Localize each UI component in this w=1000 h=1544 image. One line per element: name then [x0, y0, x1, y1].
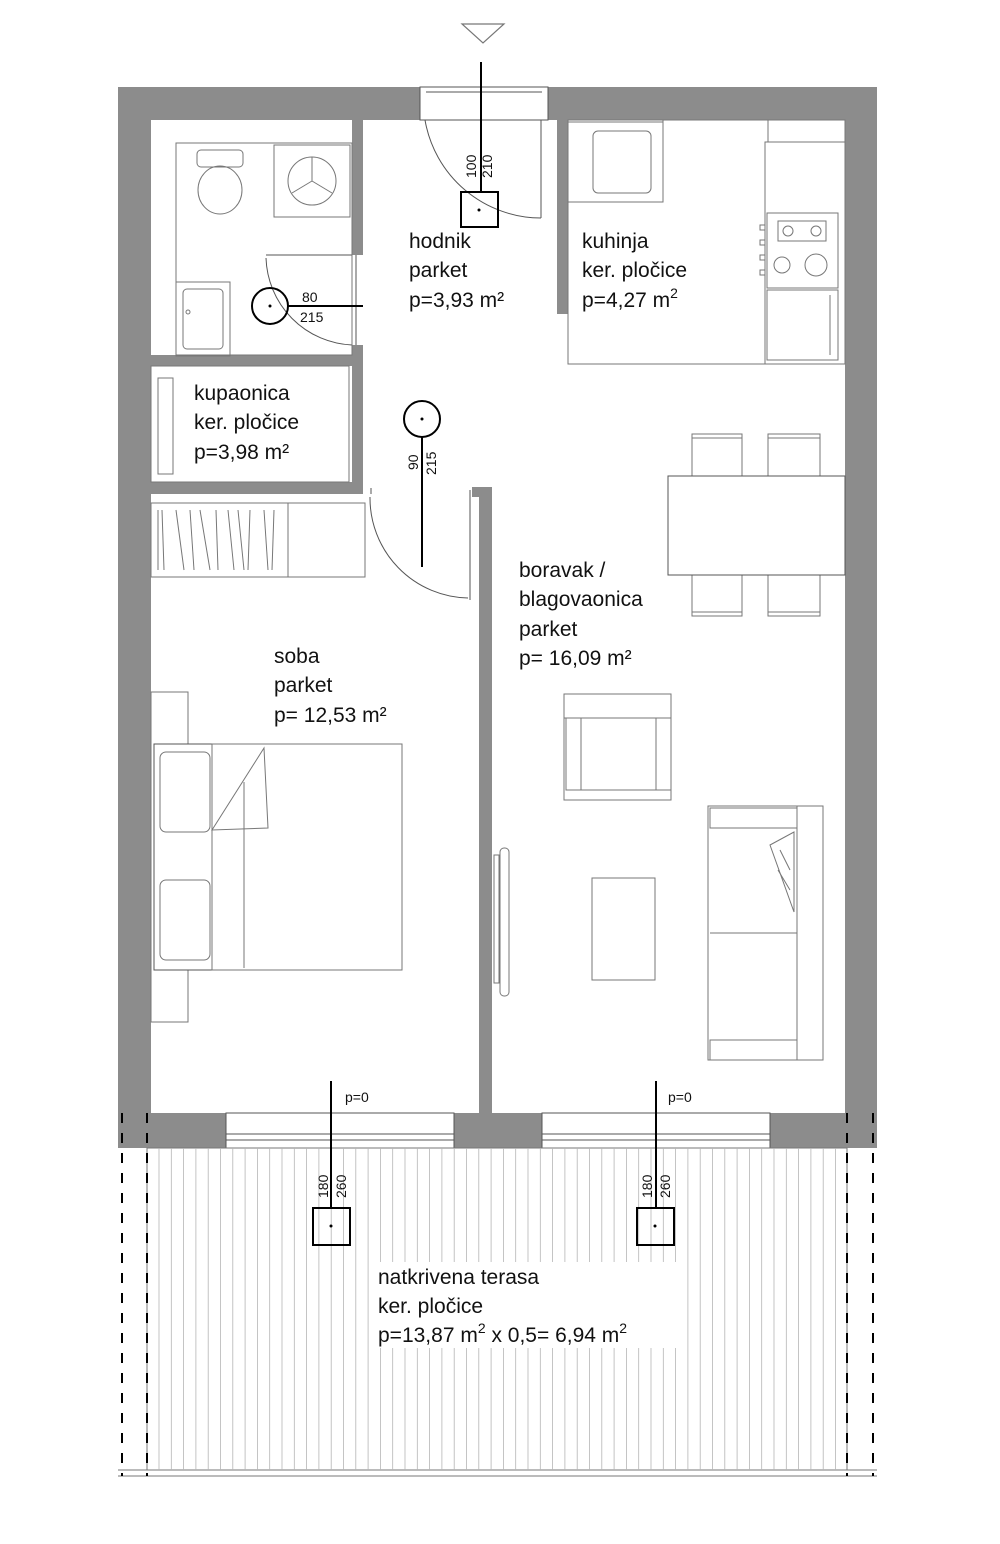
- living-window-sill-label: 180: [639, 1174, 655, 1198]
- entry-door: [420, 87, 548, 218]
- bedroom-door-marker: [404, 401, 440, 567]
- sink-icon: [176, 282, 230, 356]
- bedroom-door-height-label: 215: [423, 451, 439, 475]
- soba-floor: parket: [274, 674, 333, 697]
- kupaonica-area: p=3,98 m²: [194, 441, 290, 464]
- entry-sill-label: 100: [463, 154, 479, 178]
- bathroom-door-width-label: 80: [302, 289, 318, 305]
- room-label-terasa: [374, 1262, 679, 1348]
- hodnik-name: hodnik: [409, 230, 471, 253]
- soba-area: p= 12,53 m²: [274, 704, 387, 727]
- hodnik-area: p=3,93 m²: [409, 289, 505, 312]
- bedroom-window-parapet: p=0: [345, 1089, 369, 1105]
- room-label-hodnik: [409, 230, 504, 312]
- terasa-area: p=13,87 $m^2$ x 0,5= 6,94 $m^2$: [378, 1320, 628, 1347]
- bedroom-door-width-label: 90: [405, 454, 421, 470]
- kupaonica-floor: ker. pločice: [194, 411, 300, 434]
- boravak-name-2: blagovaonica: [519, 588, 643, 611]
- room-label-boravak: [519, 559, 643, 670]
- living-window-parapet: p=0: [668, 1089, 692, 1105]
- kuhinja-area: p=4,27 $m^2$: [582, 285, 678, 312]
- boravak-name-1: boravak /: [519, 559, 606, 582]
- toilet-icon: [197, 150, 243, 167]
- kuhinja-name: kuhinja: [582, 230, 649, 253]
- bathroom-door-height-label: 215: [300, 309, 324, 325]
- bedroom-door: [370, 488, 470, 600]
- tv-unit: [494, 848, 509, 996]
- armchair: [564, 694, 671, 800]
- dining-table: [668, 434, 845, 616]
- kupaonica-name: kupaonica: [194, 382, 290, 405]
- bedroom-window-marker: [313, 1081, 369, 1245]
- living-window-height-label: 260: [657, 1174, 673, 1198]
- room-label-kupaonica: [194, 382, 299, 464]
- terasa-name: natkrivena terasa: [378, 1266, 540, 1289]
- living-window-marker: [637, 1081, 692, 1245]
- bedroom-window-height-label: 260: [333, 1174, 349, 1198]
- entrance-marker-icon: [462, 24, 504, 43]
- kuhinja-floor: ker. pločice: [582, 259, 688, 282]
- bedroom-window-sill-label: 180: [315, 1174, 331, 1198]
- sofa: [708, 806, 823, 1060]
- terasa-floor: ker. pločice: [378, 1295, 484, 1318]
- room-label-soba: [274, 645, 387, 727]
- hodnik-floor: parket: [409, 259, 468, 282]
- boravak-area: p= 16,09 m²: [519, 647, 632, 670]
- boravak-floor: parket: [519, 618, 578, 641]
- coffee-table: [592, 878, 655, 980]
- bed: [151, 692, 402, 1022]
- bathroom-door-marker: [252, 288, 363, 325]
- fridge-icon: [593, 131, 651, 193]
- bedroom-window: [226, 1113, 454, 1148]
- entry-height-label: 210: [479, 154, 495, 178]
- wardrobe: [151, 503, 365, 577]
- room-label-kuhinja: [582, 230, 687, 312]
- walls: [118, 87, 877, 1148]
- soba-name: soba: [274, 645, 320, 668]
